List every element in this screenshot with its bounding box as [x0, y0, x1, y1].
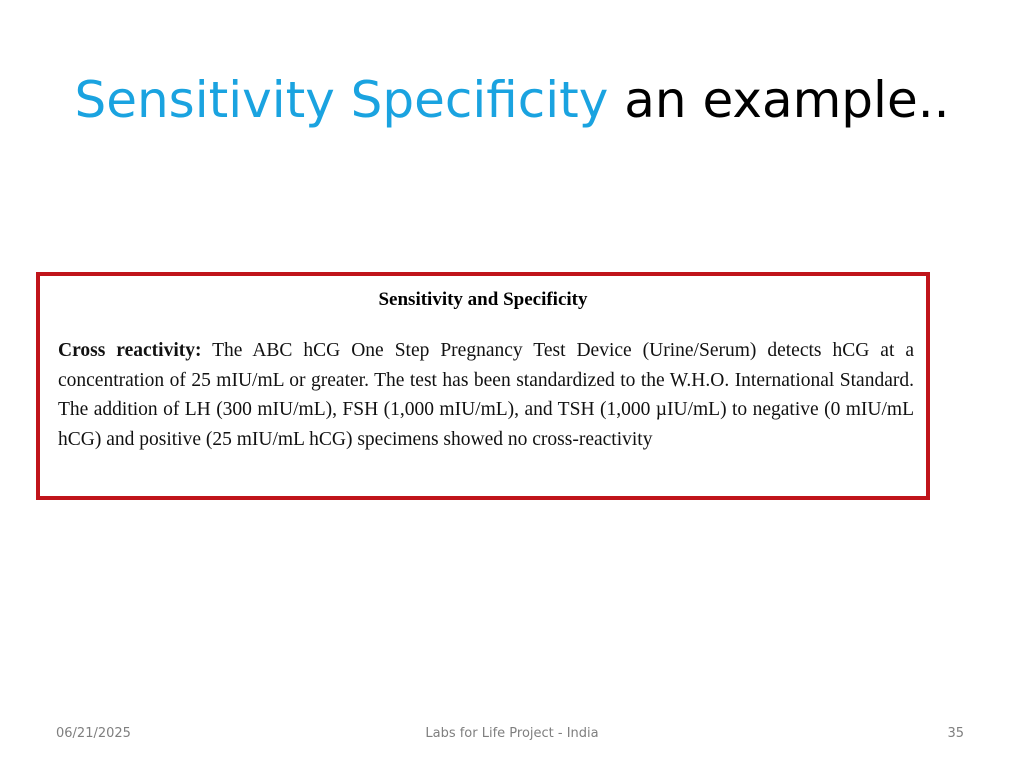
- footer-date: 06/21/2025: [56, 726, 131, 741]
- excerpt-lead: Cross reactivity:: [58, 340, 202, 361]
- excerpt-heading: Sensitivity and Specificity: [378, 289, 588, 310]
- footer-title: Labs for Life Project - India: [425, 726, 599, 741]
- excerpt-paragraph: [58, 336, 914, 454]
- footer-page-number: 35: [947, 726, 964, 741]
- slide-title-rest: an example..: [608, 71, 950, 129]
- document-excerpt-box: [36, 272, 930, 500]
- excerpt-body-text: The ABC hCG One Step Pregnancy Test Device (Urine/Serum) detects hCG at a concentration of 25 mIU/mL or greater. The test has been standardized to the W.H.O. International Standard. The addition of LH (300 mIU/mL), FSH (1,000 mIU/mL), and TSH (1,000 µIU/mL) to negative (0 mIU/mL hCG) and positive (25 mIU/mL hCG) specimens showed no cross-reactivity: [58, 340, 914, 450]
- slide-title: [0, 64, 1024, 136]
- slide-title-accent: Sensitivity Specificity: [74, 71, 609, 129]
